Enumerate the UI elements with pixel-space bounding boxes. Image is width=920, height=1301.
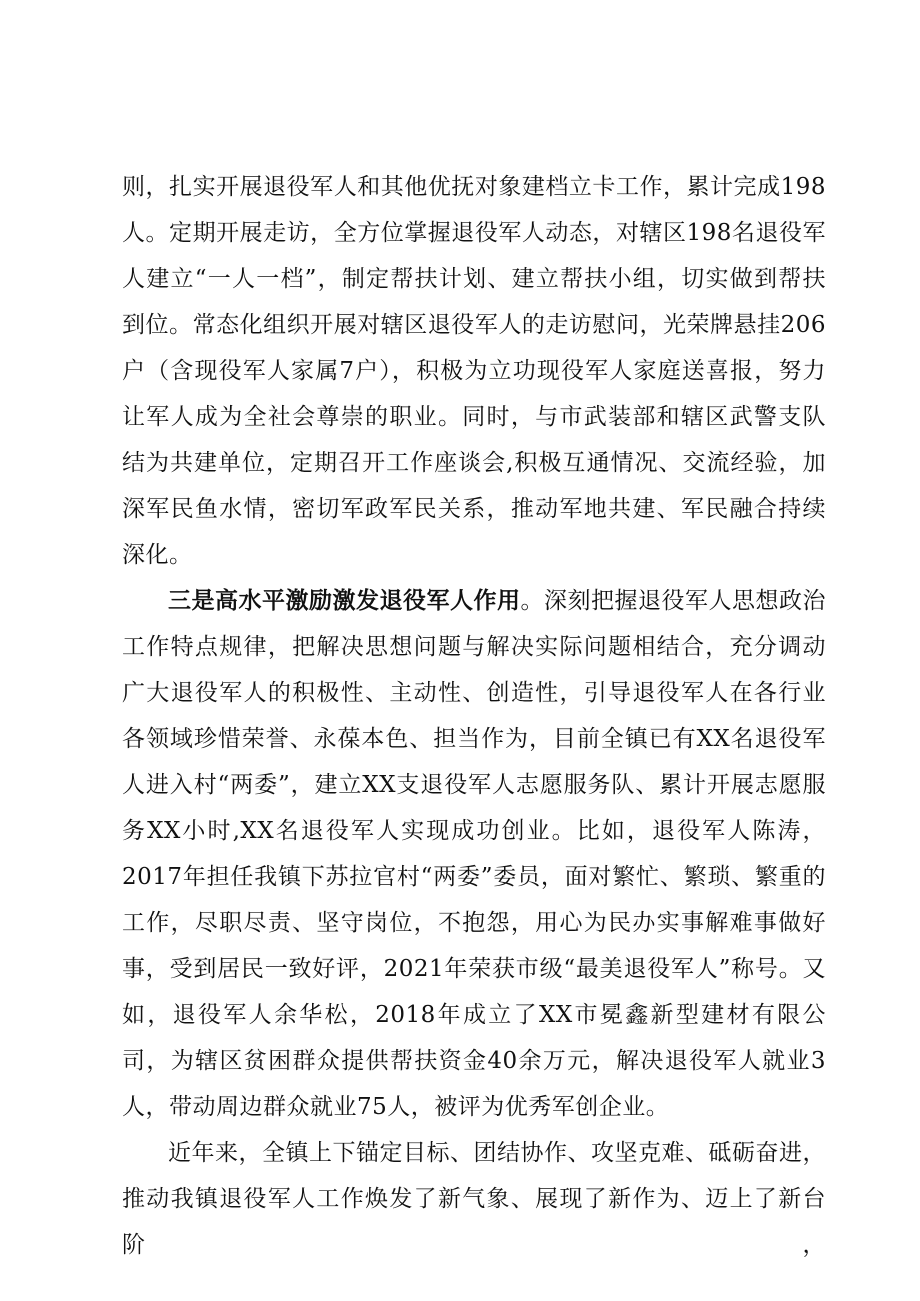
paragraph-3	[122, 1130, 826, 1268]
paragraph-3-text: 近年来，全镇上下锚定目标、团结协作、攻坚克难、砥砺奋进，推动我镇退役军人工作焕发了新气象、展现了新作为、迈上了新台阶，	[122, 1140, 826, 1258]
paragraph-2-text: 。深刻把握退役军人思想政治工作特点规律，把解决思想问题与解决实际问题相结合，充分调动广大退役军人的积极性、主动性、创造性，引导退役军人在各行业各领域珍惜荣誉、永葆本色、担当作为，目前全镇已有XX名退役军人进入村“两委”，建立XX支退役军人志愿服务队、累计开展志愿服务XX小时,XX名退役军人实现成功创业。比如，退役军人陈涛，2017年担任我镇下苏拉官村“两委”委员，面对繁忙、繁琐、繁重的工作，尽职尽责、坚守岗位，不抱怨，用心为民办实事解难事做好事，受到居民一致好评，2021年荣获市级“最美退役军人”称号。又如，退役军人余华松，2018年成立了XX市冕鑫新型建材有限公司，为辖区贫困群众提供帮扶资金40余万元，解决退役军人就业3人，带动周边群众就业75人，被评为优秀军创企业。	[122, 588, 826, 1120]
paragraph-2-lead-heading: 三是高水平激励激发退役军人作用	[168, 588, 521, 614]
document-body	[122, 164, 826, 1268]
paragraph-1-text: 则，扎实开展退役军人和其他优抚对象建档立卡工作，累计完成198人。定期开展走访，全方位掌握退役军人动态，对辖区198名退役军人建立“一人一档”，制定帮扶计划、建立帮扶小组，切实做到帮扶到位。常态化组织开展对辖区退役军人的走访慰问，光荣牌悬挂206户（含现役军人家属7户），积极为立功现役军人家庭送喜报，努力让军人成为全社会尊崇的职业。同时，与市武装部和辖区武警支队结为共建单位，定期召开工作座谈会,积极互通情况、交流经验，加深军民鱼水情，密切军政军民关系，推动军地共建、军民融合持续深化。	[122, 174, 826, 568]
paragraph-2	[122, 578, 826, 1130]
paragraph-1	[122, 164, 826, 578]
